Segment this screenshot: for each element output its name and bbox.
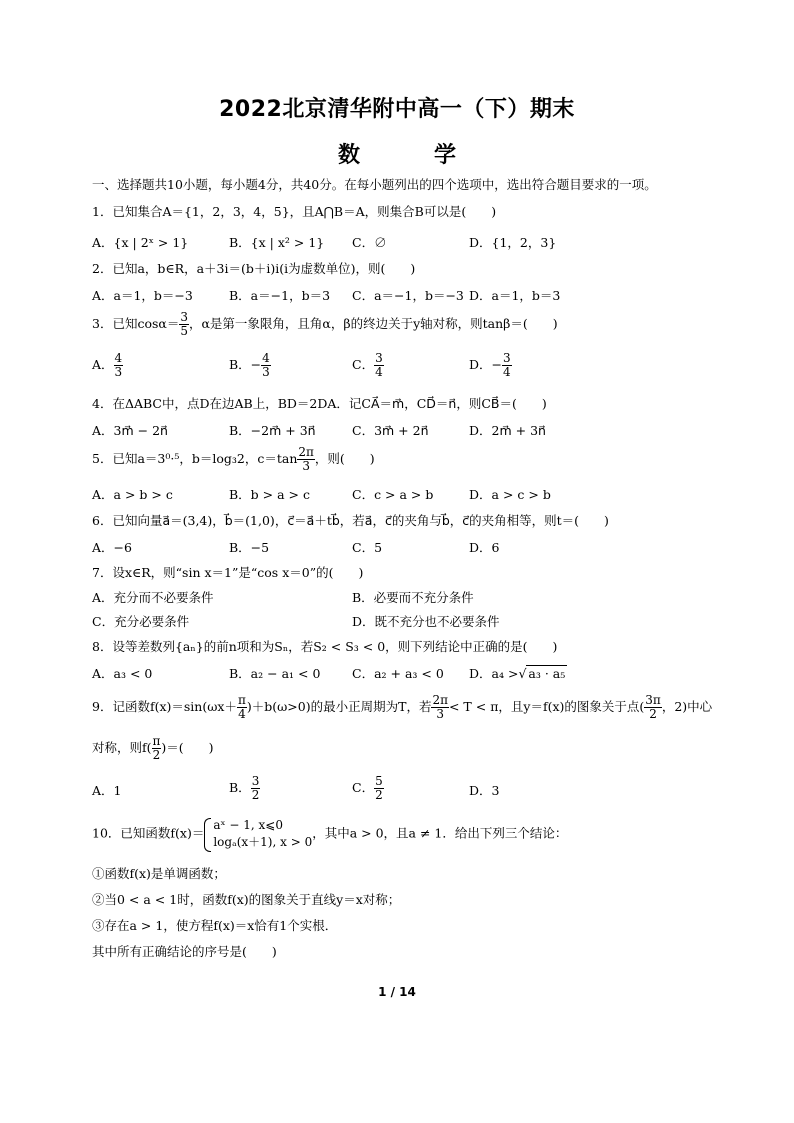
q3-option-d: D．− $\frac{3}{4}$	[469, 351, 511, 379]
q7-option-b: B．必要而不充分条件	[352, 590, 474, 605]
q1-option-a: A．{x | 2ˣ > 1}	[92, 235, 189, 250]
q5-stem-post: ，则( )	[314, 451, 375, 466]
q2-option-b: B．a＝−1，b＝3	[229, 288, 331, 303]
q9-option-c: C． $\frac{5}{2}$	[352, 774, 383, 802]
q1-option-d: D．{1，2，3}	[469, 235, 557, 250]
q5-stem-pre: 5．已知a＝3⁰·⁵，b＝log₃2，c＝tan	[92, 451, 298, 466]
brace-icon	[204, 818, 211, 852]
q7-stem: 7．设x∈R，则“sin x＝1”是“cos x＝0”的( )	[92, 565, 364, 580]
q3-stem-post: ，α是第一象限角，且角α，β的终边关于y轴对称，则tanβ＝( )	[188, 316, 558, 331]
q9-stem-line2: 对称，则f( $\frac{\pi}{2}$ )＝( )	[92, 734, 214, 762]
q2-option-c: C．a＝−1，b＝−3	[352, 288, 464, 303]
q8-option-b: B．a₂ − a₁ < 0	[229, 666, 321, 681]
q4-option-a: A．3m⃗ − 2n⃗	[92, 423, 168, 438]
q3-option-c: C． $\frac{3}{4}$	[352, 351, 383, 379]
q6-option-d: D．6	[469, 540, 500, 555]
sqrt-sign: √	[518, 666, 527, 681]
q5-option-a: A．a > b > c	[92, 487, 173, 502]
q3-option-b: B．− $\frac{4}{3}$	[229, 351, 270, 379]
q3-option-a: A． $\frac{4}{3}$	[92, 351, 123, 379]
q1-option-c: C．∅	[352, 235, 387, 250]
q6-option-c: C．5	[352, 540, 383, 555]
q3-stem-pre: 3．已知cosα＝	[92, 316, 180, 331]
q8-option-c: C．a₂ + a₃ < 0	[352, 666, 444, 681]
q10-question: 其中所有正确结论的序号是( )	[92, 944, 277, 959]
section-heading: 一、选择题共10小题，每小题4分，共40分。在每小题列出的四个选项中，选出符合题目要求的一项。	[92, 177, 657, 192]
q6-option-a: A．−6	[92, 540, 132, 555]
q7-option-d: D．既不充分也不必要条件	[352, 614, 500, 629]
q5-option-b: B．b > a > c	[229, 487, 310, 502]
q8-option-a: A．a₃ < 0	[92, 666, 153, 681]
q1-option-b: B．{x | x² > 1}	[229, 235, 325, 250]
q2-option-d: D．a＝1，b＝3	[469, 288, 561, 303]
page-title: 2022北京清华附中高一（下）期末	[219, 97, 575, 122]
q4-option-c: C．3m⃗ + 2n⃗	[352, 423, 429, 438]
q10-statement-2: ②当0 < a < 1时，函数f(x)的图象关于直线y＝x对称；	[92, 892, 401, 907]
q4-option-b: B．−2m⃗ + 3n⃗	[229, 423, 316, 438]
piecewise-function: aˣ − 1, x⩽0 logₐ(x＋1), x > 0	[204, 817, 312, 851]
q2-stem: 2．已知a，b∈R，a＋3i＝(b＋i)i(i为虚数单位)，则( )	[92, 261, 416, 276]
q9-stem: 9．记函数f(x)＝sin(ωx＋ $\frac{\pi}{4}$ )＋b(ω>0)的最小正周期为T，若 $\frac{2\pi}{3}$ < T < π，且y＝f(x)的图象关于点( $\frac{3\pi}{2}$ ，2)中心	[92, 693, 713, 721]
page-number: 1 / 14	[378, 985, 416, 999]
q5-option-d: D．a > c > b	[469, 487, 551, 502]
q7-option-a: A．充分而不必要条件	[92, 590, 214, 605]
q8-option-d: D．a₄ >√ a₃ · a₅	[469, 666, 566, 681]
q5-stem	[92, 446, 375, 473]
q1-stem: 1．已知集合A＝{1，2，3，4，5}，且A⋂B＝A，则集合B可以是( )	[92, 204, 497, 219]
q7-option-c: C．充分必要条件	[92, 614, 190, 629]
q9-option-b: B． $\frac{3}{2}$	[229, 774, 260, 802]
q4-option-d: D．2m⃗ + 3n⃗	[469, 423, 546, 438]
q10-stem: 10．已知函数f(x)＝ aˣ − 1, x⩽0 logₐ(x＋1), x > 0 ，其中a > 0，且a ≠ 1．给出下列三个结论：	[92, 817, 567, 851]
q10-statement-1: ①函数f(x)是单调函数；	[92, 866, 226, 881]
q10-statement-3: ③存在a > 1，使方程f(x)＝x恰有1个实根．	[92, 918, 338, 933]
q9-option-d: D．3	[469, 783, 500, 798]
q9-option-a: A．1	[92, 783, 122, 798]
subject-title: 数 学	[337, 143, 482, 168]
q5-option-c: C．c > a > b	[352, 487, 434, 502]
q5-tan-fraction: $\frac{2\pi}{3}$	[298, 445, 314, 473]
q8-stem: 8．设等差数列{aₙ}的前n项和为Sₙ，若S₂ < S₃ < 0，则下列结论中正确的是( )	[92, 639, 558, 654]
q2-option-a: A．a＝1，b＝−3	[92, 288, 193, 303]
q6-option-b: B．−5	[229, 540, 270, 555]
q3-stem	[92, 311, 558, 338]
q4-stem: 4．在ΔABC中，点D在边AB上，BD＝2DA．记CA⃗＝m⃗，CD⃗＝n⃗，则CB⃗＝( )	[92, 396, 547, 411]
q3-cos-fraction: $\frac{3}{5}$	[180, 310, 188, 338]
q6-stem: 6．已知向量a⃗＝(3,4)，b⃗＝(1,0)，c⃗＝a⃗＋tb⃗，若a⃗，c⃗的夹角与b⃗，c⃗的夹角相等，则t＝( )	[92, 513, 609, 528]
